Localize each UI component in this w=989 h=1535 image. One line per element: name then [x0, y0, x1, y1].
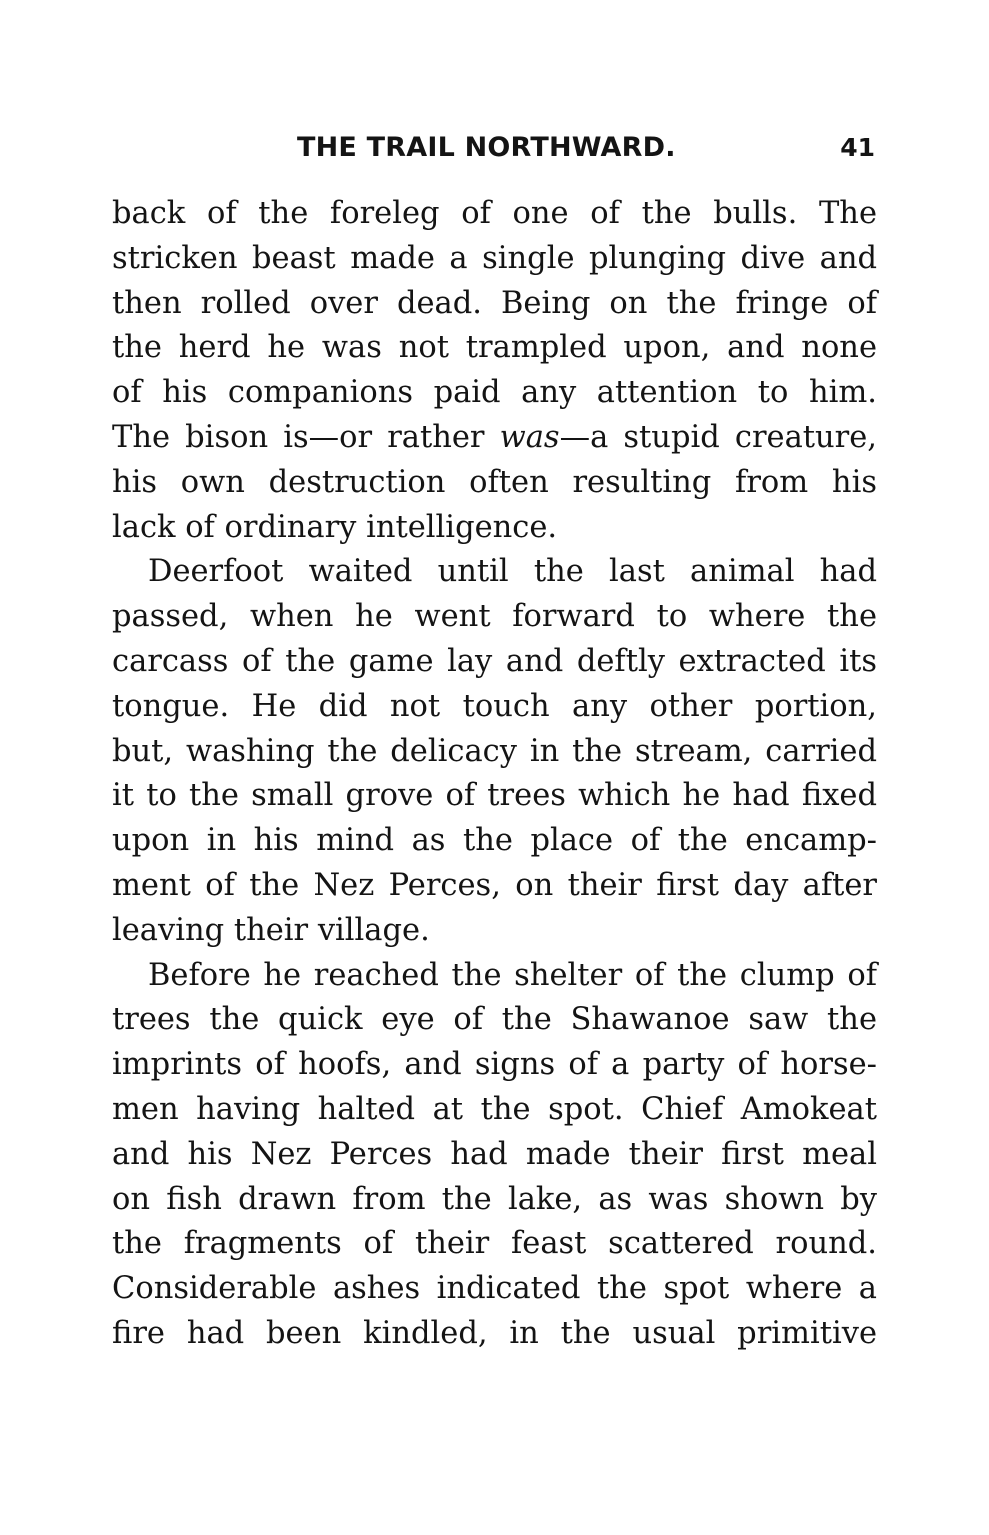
text-line: [112, 416, 877, 461]
text-segment: —a stupid creature,: [559, 419, 877, 455]
text-line: trees the quick eye of the Shawanoe saw the: [112, 1002, 877, 1038]
running-title: THE TRAIL NORTHWARD.: [297, 132, 676, 163]
text-line: of his companions paid any attention to him.: [112, 375, 877, 411]
text-line: ment of the Nez Perces, on their first day after: [112, 867, 877, 903]
text-line: fire had been kindled, in the usual primitive: [112, 1315, 877, 1351]
text-line: Deerfoot waited until the last animal had: [148, 554, 877, 590]
page-number: 41: [840, 133, 875, 162]
paragraph: [112, 550, 877, 953]
text-line: tongue. He did not touch any other portion,: [112, 688, 877, 724]
text-line: back of the foreleg of one of the bulls. The: [112, 196, 877, 231]
text-line: lack of ordinary intelligence.: [112, 509, 558, 545]
text-segment: The bison is—or rather: [112, 419, 500, 455]
paragraph: [112, 192, 877, 550]
text-line: stricken beast made a single plunging dive and: [112, 240, 877, 276]
text-line: Before he reached the shelter of the clump of: [148, 957, 877, 993]
text-line: and his Nez Perces had made their first meal: [112, 1136, 877, 1172]
text-line: leaving their village.: [112, 912, 430, 948]
paragraph: [112, 954, 877, 1357]
text-line: it to the small grove of trees which he had fixed: [112, 778, 877, 814]
text-line: then rolled over dead. Being on the fringe of: [112, 285, 877, 321]
text-line: the herd he was not trampled upon, and none: [112, 330, 877, 366]
text-line: imprints of hoofs, and signs of a party of horse-: [112, 1047, 877, 1083]
text-line: men having halted at the spot. Chief Amokeat: [112, 1091, 877, 1127]
text-line: on fish drawn from the lake, as was shown by: [112, 1181, 877, 1217]
text-line: upon in his mind as the place of the encamp-: [112, 823, 877, 859]
text-line: carcass of the game lay and deftly extracted its: [112, 643, 877, 679]
text-line: the fragments of their feast scattered round.: [112, 1226, 877, 1262]
text-line: his own destruction often resulting from his: [112, 464, 877, 500]
text-line: Considerable ashes indicated the spot where a: [112, 1271, 877, 1307]
text-line: passed, when he went forward to where the: [112, 599, 877, 635]
italic-word: was: [499, 419, 560, 455]
running-head: [112, 130, 877, 170]
text-line: but, washing the delicacy in the stream, carried: [112, 733, 877, 769]
body-text: [112, 192, 877, 1357]
